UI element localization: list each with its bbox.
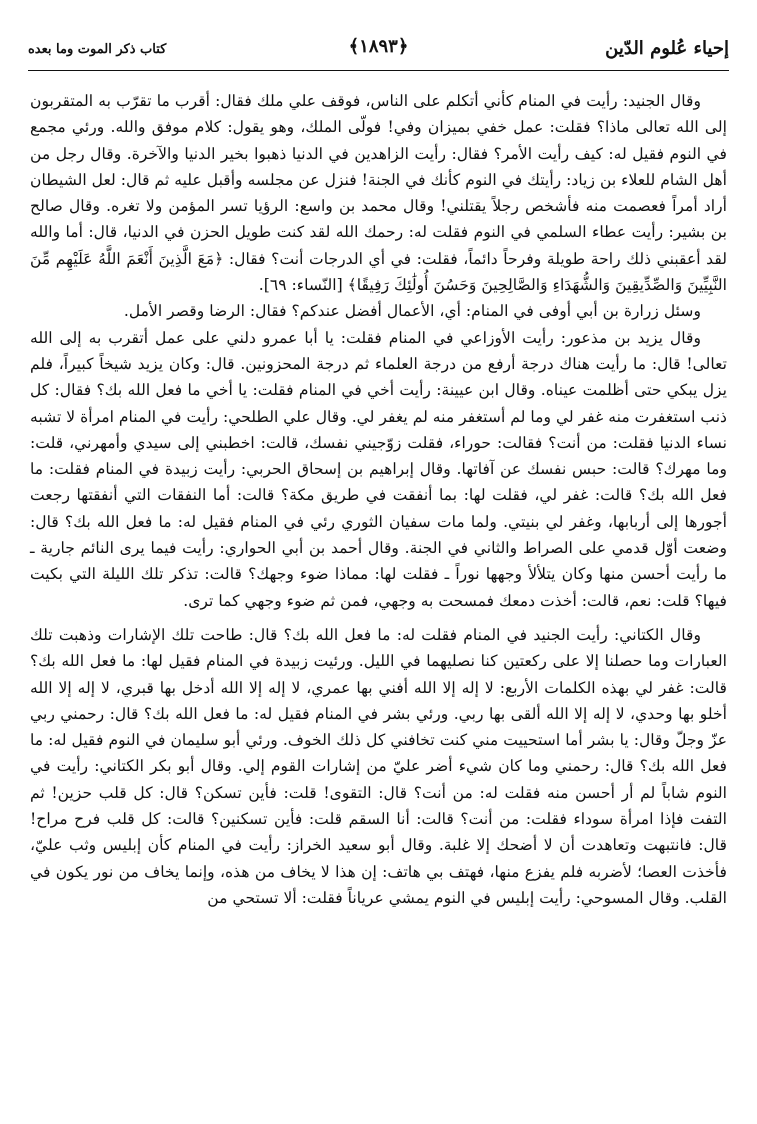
running-header	[28, 34, 729, 68]
book-title: إحياء عُلوم الدّين	[605, 38, 729, 59]
paragraph: وسئل زرارة بن أبي أوفى في المنام: أي، الأعمال أفضل عندكم؟ فقال: الرضا وقصر الأمل.	[123, 302, 701, 321]
chapter-title: كتاب ذكر الموت وما بعده	[28, 42, 167, 57]
paragraph: وقال الجنيد: رأيت في المنام كأني أتكلم على الناس، فوقف علي ملك فقال: أقرب ما تقرّب به المتقربون إلى الله تعالى ماذا؟ فقلت: عمل خفي بميزان وفي! فولّى الملك، وهو يقول: كلام موفق والله. ورئي مجمع في النوم فقيل له: كيف رأيت الأمر؟ فقال: رأيت الزاهدين في الدنيا ذهبوا بخير الدنيا والآخرة. وقال رجل من أهل الشام للعلاء بن زياد: رأيتك في النوم كأنك في الجنة! فنزل عن مجلسه وأقبل عليه ثم قال: لعل الشيطان أراد أمراً فعصمت منه فأشخص رجلاً يقتلني! وقال محمد بن واسع: الرؤيا تسر المؤمن ولا تغره. وقال صالح بن بشير: رأيت عطاء السلمي في النوم فقلت له: رحمك الله لقد كنت طويل الحزن في الدنيا، قال: أما والله لقد أعقبني ذلك راحة طويلة وفرحاً دائماً، فقلت: في أي الدرجات أنت؟ فقال: ﴿مَعَ الَّذِينَ أَنْعَمَ اللَّهُ عَلَيْهِم مِّنَ النَّبِيِّينَ وَالصِّدِّيقِينَ وَالشُّهَدَاءِ وَالصَّالِحِينَ وَحَسُنَ أُولَٰئِكَ رَفِيقًا﴾ [النّساء: ٦٩].	[30, 92, 727, 295]
page-number: ﴿١٨٩٣﴾	[348, 36, 409, 57]
header-rule	[28, 70, 729, 71]
paragraph: وقال الكتاني: رأيت الجنيد في المنام فقلت له: ما فعل الله بك؟ قال: طاحت تلك الإشارات وذهبت تلك العبارات وما حصلنا إلا على ركعتين كنا نصليهما في الليل. ورئيت زبيدة في المنام فقيل لها: ما فعل الله بك؟ قالت: غفر لي بهذه الكلمات الأربع: لا إله إلا الله أفني بها عمري، لا إله إلا الله أدخل بها قبري، لا إله إلا الله أخلو بها وحدي، لا إله إلا الله ألقى بها ربي. ورئي بشر في المنام فقيل له: ما فعل الله بك؟ قال: رحمني ربي عزّ وجلّ وقال: يا بشر أما استحييت مني كنت تخافني كل ذلك الخوف. ورئي أبو سليمان في النوم فقيل له: ما فعل الله بك؟ قال: رحمني وما كان شيء أضر عليّ من إشارات القوم إلي. وقال أبو بكر الكتاني: رأيت في النوم شاباً لم أر أحسن منه فقلت له: من أنت؟ قال: التقوى! قلت: فأين تسكن؟ قال: كل قلب حزين! ثم التفت فإذا امرأة سوداء فقلت: من أنت؟ قالت: أنا السقم قلت: فأين تسكنين؟ قالت: كل قلب فرح مراح! قال: فانتبهت وتعاهدت أن لا أضحك إلا غلبة. وقال أبو سعيد الخراز: رأيت في المنام كأن إبليس وثب عليّ، فأخذت العصا؛ لأضربه فلم يفزع منها، فهتف بي هاتف: إن هذا لا يخاف من هذه، وإنما يخاف من نور يكون في القلب. وقال المسوحي: رأيت إبليس في النوم يمشي عرياناً فقلت: ألا تستحي من	[30, 625, 727, 907]
paragraph: وقال يزيد بن مذعور: رأيت الأوزاعي في المنام فقلت: يا أبا عمرو دلني على عمل أتقرب به إلى الله تعالى! قال: ما رأيت هناك درجة أرفع من درجة العلماء ثم درجة المحزونين. قال: وكان يزيد شيخاً كبيراً، فلم يزل يبكي حتى أظلمت عيناه. وقال ابن عيينة: رأيت أخي في المنام فقلت: يا أخي ما فعل الله بك؟ فقال: كل ذنب استغفرت منه غفر لي وما لم أستغفر منه لم يغفر لي. وقال علي الطلحي: رأيت في المنام امرأة لا تشبه نساء الدنيا فقلت: من أنت؟ فقالت: حوراء، فقلت زوّجيني نفسك، قالت: اخطبني إلى سيدي وأمهرني، قلت: وما مهرك؟ قالت: حبس نفسك عن آفاتها. وقال إبراهيم بن إسحاق الحربي: رأيت زبيدة في المنام فقلت: ما فعل الله بك؟ قالت: غفر لي، فقلت لها: بما أنفقت في طريق مكة؟ قالت: أما النفقات التي أنفقتها رجعت أجورها إلى أربابها، وغفر لي بنيتي. ولما مات سفيان الثوري رئي في المنام فقيل له: ما فعل الله بك؟ قال: وضعت أوّل قدمي على الصراط والثاني في الجنة. وقال أحمد بن أبي الحواري: رأيت فيما يرى النائم جارية ـ ما رأيت أحسن منها وكان يتلألأ وجهها نوراً ـ فقلت لها: مماذا ضوء وجهك؟ قالت: تذكر تلك الليلة التي بكيت فيها؟ قلت: نعم، قالت: أخذت دمعك فمسحت به وجهي، فمن ثم ضوء وجهي كما ترى.	[30, 328, 727, 610]
body-text	[30, 88, 727, 911]
